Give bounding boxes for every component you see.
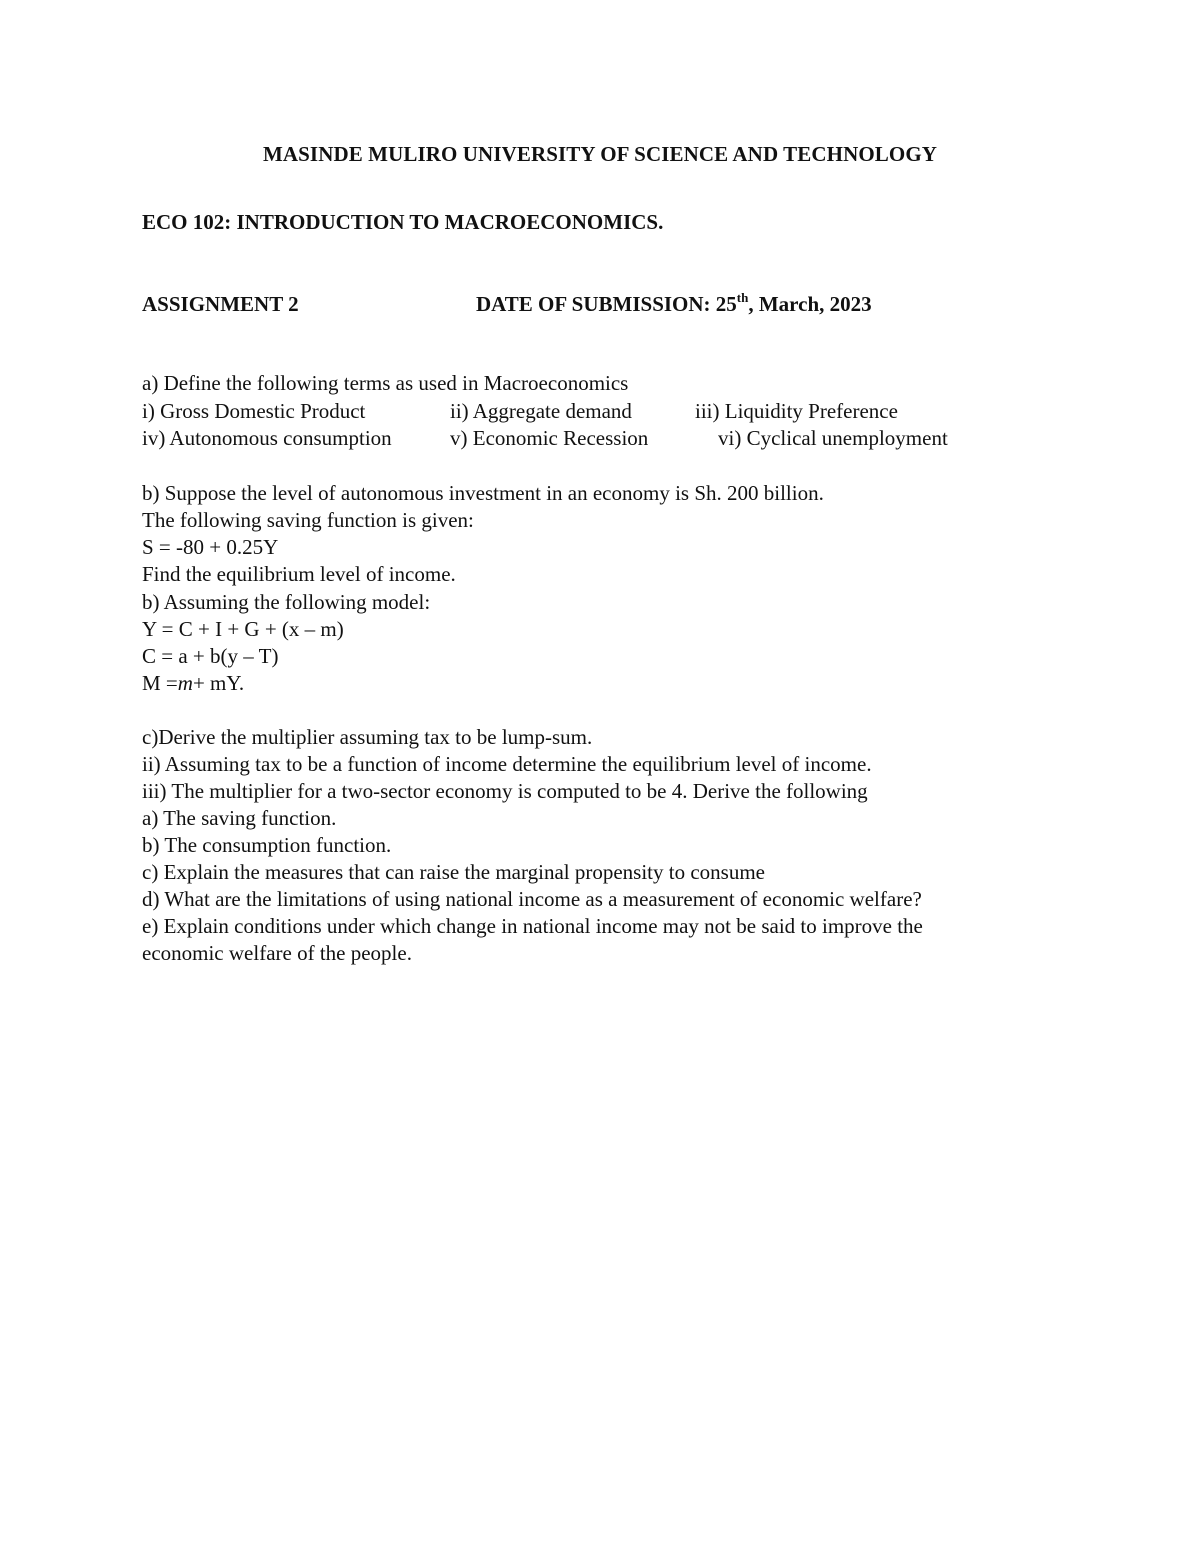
- question-c-line: c)Derive the multiplier assuming tax to be lump-sum.: [142, 725, 593, 749]
- submission-date: [476, 292, 872, 317]
- term-cyclical-unemployment: vi) Cyclical unemployment: [718, 426, 948, 450]
- consumption-equation: C = a + b(y – T): [142, 644, 279, 668]
- saving-function-equation: S = -80 + 0.25Y: [142, 535, 279, 559]
- question-c-line: economic welfare of the people.: [142, 941, 412, 965]
- term-aggregate-demand: ii) Aggregate demand: [450, 399, 632, 423]
- question-c-line: b) The consumption function.: [142, 833, 392, 857]
- import-equation: [142, 670, 244, 697]
- university-title: MASINDE MULIRO UNIVERSITY OF SCIENCE AND TECHNOLOGY: [262, 142, 938, 166]
- question-c-line: ii) Assuming tax to be a function of income determine the equilibrium level of income.: [142, 752, 872, 776]
- question-b-line: b) Assuming the following model:: [142, 590, 431, 614]
- term-gdp: i) Gross Domestic Product: [142, 399, 366, 423]
- submission-suffix: , March, 2023: [748, 292, 872, 316]
- term-liquidity-preference: iii) Liquidity Preference: [695, 399, 898, 423]
- question-c-line: e) Explain conditions under which change in national income may not be said to improve the: [142, 914, 923, 938]
- question-b-line: b) Suppose the level of autonomous investment in an economy is Sh. 200 billion.: [142, 481, 824, 505]
- question-c-line: d) What are the limitations of using national income as a measurement of economic welfare?: [142, 887, 922, 911]
- question-c-line: iii) The multiplier for a two-sector economy is computed to be 4. Derive the following: [142, 779, 868, 803]
- import-equation-italic: m: [177, 671, 193, 695]
- term-economic-recession: v) Economic Recession: [450, 426, 649, 450]
- question-a-intro: a) Define the following terms as used in Macroeconomics: [142, 371, 629, 395]
- term-autonomous-consumption: iv) Autonomous consumption: [142, 426, 392, 450]
- assignment-number: ASSIGNMENT 2: [142, 292, 299, 316]
- submission-prefix: DATE OF SUBMISSION: 25: [476, 292, 737, 316]
- import-equation-prefix: M =: [142, 671, 178, 695]
- question-c-line: a) The saving function.: [142, 806, 337, 830]
- import-equation-suffix: + mY.: [192, 671, 245, 695]
- question-b-line: Find the equilibrium level of income.: [142, 562, 456, 586]
- question-b-line: The following saving function is given:: [142, 508, 474, 532]
- course-title: ECO 102: INTRODUCTION TO MACROECONOMICS.: [142, 210, 664, 234]
- income-identity-equation: Y = C + I + G + (x – m): [142, 617, 344, 641]
- submission-superscript: th: [736, 290, 749, 305]
- question-c-line: c) Explain the measures that can raise the marginal propensity to consume: [142, 860, 765, 884]
